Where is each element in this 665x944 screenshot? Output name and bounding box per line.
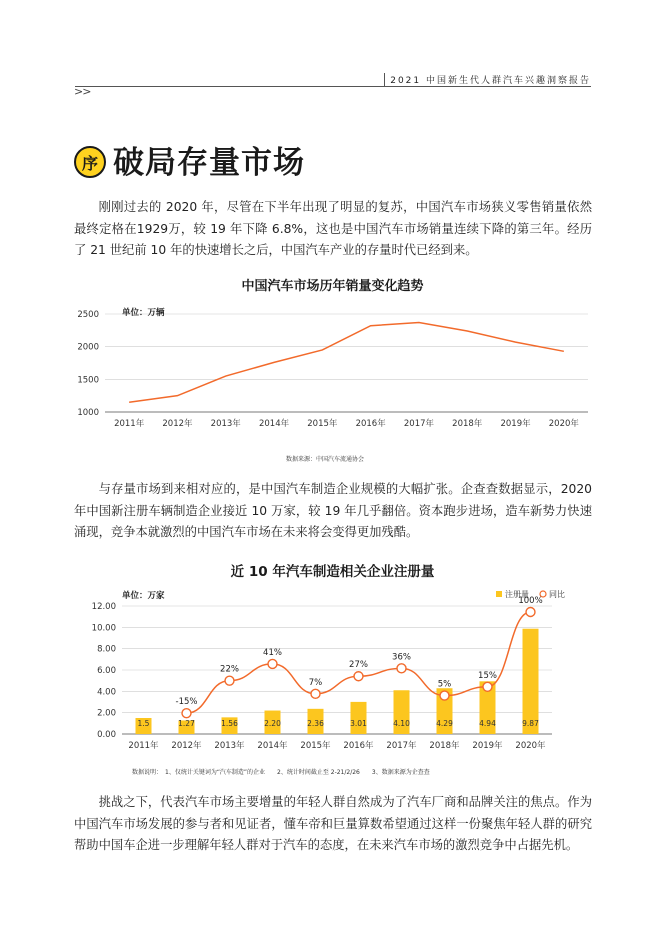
bar-value-label: 2.20 bbox=[264, 719, 281, 728]
x-tick-label: 2016年 bbox=[343, 741, 374, 751]
sales-trend-chart bbox=[0, 295, 665, 445]
y-tick-label: 1000 bbox=[77, 408, 99, 418]
x-tick-label: 2014年 bbox=[257, 741, 288, 751]
registrations-chart bbox=[0, 580, 665, 758]
bar-value-label: 2.36 bbox=[307, 719, 324, 728]
bar-value-label: 3.01 bbox=[350, 719, 367, 728]
x-tick-label: 2018年 bbox=[429, 741, 460, 751]
bar-value-label: 1.56 bbox=[221, 719, 238, 728]
page-title: 破局存量市场 bbox=[113, 145, 305, 181]
x-tick-label: 2013年 bbox=[214, 741, 245, 751]
y-tick-label: 6.00 bbox=[97, 666, 116, 676]
header-rule-tick bbox=[384, 73, 385, 87]
yoy-point bbox=[268, 659, 277, 668]
y-tick-label: 4.00 bbox=[97, 687, 116, 698]
chart2-title: 近 10 年汽车制造相关企业注册量 bbox=[230, 564, 435, 580]
chevron-right-icon: >> bbox=[74, 85, 91, 98]
y-tick-label: 12.00 bbox=[91, 602, 116, 612]
yoy-point bbox=[311, 689, 320, 698]
y-tick-label: 8.00 bbox=[97, 644, 116, 655]
bar-value-label: 4.10 bbox=[393, 719, 410, 728]
yoy-label: 15% bbox=[478, 670, 497, 681]
yoy-label: 36% bbox=[392, 652, 411, 663]
chart1-title: 中国汽车市场历年销量变化趋势 bbox=[241, 279, 424, 294]
x-tick-label: 2015年 bbox=[300, 741, 331, 751]
y-tick-label: 0.00 bbox=[97, 730, 116, 740]
bar-value-label: 4.94 bbox=[479, 719, 496, 728]
closing-paragraph: 挑战之下，代表汽车市场主要增量的年轻人群自然成为了汽车厂商和品牌关注的焦点。作为中国汽车市场发展的参与者和见证者，懂车帝和巨量算数希望通过这样一份聚焦年轻人群的研究帮助中国车企进一步理解年轻人群对于汽车的态度，在未来汽车市场的激烈竞争中占据先机。 bbox=[74, 795, 592, 852]
sales-line bbox=[129, 322, 564, 402]
yoy-point bbox=[354, 672, 363, 681]
x-tick-label: 2012年 bbox=[162, 419, 193, 429]
chart2-note: 数据说明： 1、仅统计关键词为“汽车制造”的企业 2、统计时间截止至 2-21/2/26 3、数据来源为企查查 bbox=[132, 769, 430, 776]
x-tick-label: 2017年 bbox=[386, 741, 417, 751]
intro-paragraph: 刚刚过去的 2020 年，尽管在下半年出现了明显的复苏，中国汽车市场狭义零售销量依然最终定格在1929万，较 19 年下降 6.8%，这也是中国汽车市场销量连续下降的第三年。经历了 21 世纪前 10 年的快速增长之后，中国汽车产业的存量时代已经到来。 bbox=[74, 200, 592, 257]
header-rule bbox=[75, 86, 591, 87]
y-tick-label: 2000 bbox=[77, 342, 99, 353]
yoy-point bbox=[182, 709, 191, 718]
y-tick-label: 1500 bbox=[77, 375, 99, 386]
bar-value-label: 1.27 bbox=[178, 719, 195, 728]
yoy-point bbox=[440, 691, 449, 700]
yoy-point bbox=[483, 682, 492, 691]
x-tick-label: 2020年 bbox=[515, 741, 546, 751]
chart1-source: 数据来源：中国汽车流通协会 bbox=[286, 456, 365, 463]
yoy-label: 22% bbox=[220, 664, 239, 675]
x-tick-label: 2015年 bbox=[307, 419, 338, 429]
bar-value-label: 4.29 bbox=[436, 719, 453, 728]
legend-line-label: 同比 bbox=[549, 590, 565, 599]
x-tick-label: 2019年 bbox=[472, 741, 503, 751]
y-tick-label: 2500 bbox=[77, 310, 99, 320]
yoy-point bbox=[397, 664, 406, 673]
x-tick-label: 2011年 bbox=[128, 741, 159, 751]
x-tick-label: 2020年 bbox=[548, 419, 579, 429]
x-tick-label: 2017年 bbox=[403, 419, 435, 429]
x-tick-label: 2012年 bbox=[171, 741, 202, 751]
yoy-label: 27% bbox=[349, 660, 368, 671]
section-badge: 序 bbox=[74, 146, 106, 178]
yoy-label: 100% bbox=[518, 596, 543, 606]
yoy-point bbox=[526, 608, 535, 617]
x-tick-label: 2018年 bbox=[452, 419, 483, 429]
x-tick-label: 2014年 bbox=[258, 419, 290, 429]
yoy-point bbox=[225, 676, 234, 685]
yoy-label: -15% bbox=[175, 697, 198, 708]
unit-label: 单位：万家 bbox=[122, 591, 165, 601]
y-tick-label: 2.00 bbox=[97, 708, 116, 719]
report-title: 2021 中国新生代人群汽车兴趣洞察报告 bbox=[390, 76, 591, 86]
x-tick-label: 2013年 bbox=[210, 419, 241, 429]
yoy-label: 7% bbox=[308, 677, 323, 688]
yoy-label: 5% bbox=[437, 679, 452, 690]
bar bbox=[351, 702, 367, 734]
unit-label: 单位：万辆 bbox=[122, 308, 165, 318]
legend-bar-label: 注册量 bbox=[505, 590, 529, 599]
x-tick-label: 2019年 bbox=[500, 419, 531, 429]
x-tick-label: 2011年 bbox=[114, 419, 145, 429]
bar-value-label: 1.5 bbox=[137, 719, 150, 728]
y-tick-label: 10.00 bbox=[91, 623, 116, 634]
yoy-label: 41% bbox=[263, 647, 282, 658]
second-paragraph: 与存量市场到来相对应的，是中国汽车制造企业规模的大幅扩张。企查查数据显示，2020 年中国新注册车辆制造企业接近 10 万家，较 19 年几乎翻倍。资本跑步进场，造车新势力快速涌现，竞争本就激烈的中国汽车市场在未来将会变得更加残酷。 bbox=[74, 482, 592, 539]
x-tick-label: 2016年 bbox=[355, 419, 386, 429]
legend-bar-swatch bbox=[496, 591, 502, 597]
bar-value-label: 9.87 bbox=[522, 719, 539, 728]
